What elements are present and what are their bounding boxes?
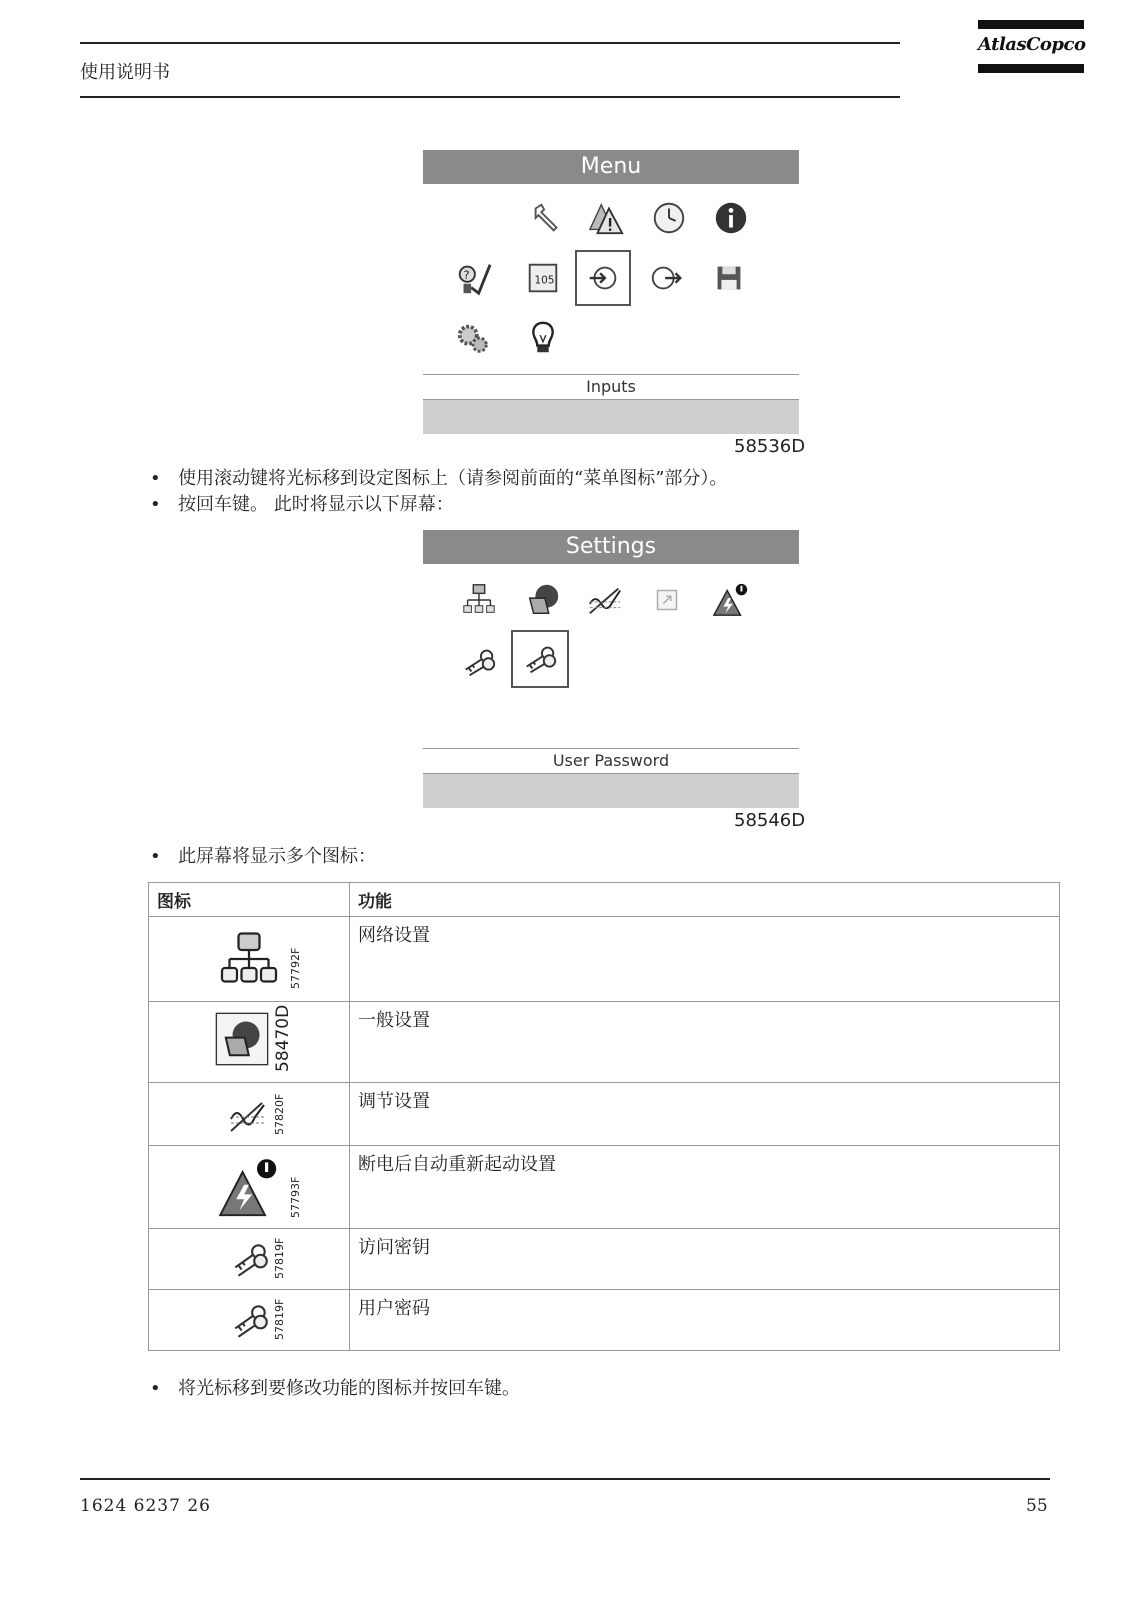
icon-code: 57819F <box>273 1237 286 1279</box>
menu-screen-footer-bar <box>423 400 799 434</box>
logo-text: AtlasCopco <box>978 34 1086 55</box>
svg-text:?: ? <box>463 267 470 282</box>
table-row <box>149 1146 1060 1229</box>
instruction-bullet-3: • 此屏幕将显示多个图标： <box>150 846 376 867</box>
save-icon <box>701 250 757 306</box>
header-rule-top <box>80 42 900 44</box>
menu-screen <box>423 150 799 438</box>
power-restart-icon <box>703 572 759 628</box>
page-number: 55 <box>1026 1496 1048 1516</box>
atlas-copco-logo <box>978 20 1084 76</box>
document-title: 使用说明书 <box>80 62 170 83</box>
table-header-row <box>149 883 1060 917</box>
document-number: 1624 6237 26 <box>80 1496 211 1516</box>
small-square-icon <box>639 572 695 628</box>
footer-rule <box>80 1478 1050 1480</box>
table-row <box>149 1002 1060 1083</box>
info-icon <box>703 190 759 246</box>
icon-function-table <box>148 882 1060 1351</box>
table-row <box>149 1229 1060 1290</box>
svg-text:105: 105 <box>534 274 555 287</box>
header-rule-bottom <box>80 96 900 98</box>
figure-code-1: 58536D <box>734 436 806 457</box>
icon-code: 57792F <box>289 947 302 989</box>
network-icon <box>219 929 279 989</box>
settings-screen-title: Settings <box>423 530 799 564</box>
table-cell-function: 访问密钥 <box>350 1229 1060 1290</box>
outputs-icon <box>639 250 695 306</box>
lightbulb-icon <box>515 310 571 366</box>
globe-folder-icon <box>515 572 571 628</box>
inputs-icon[interactable] <box>575 250 631 306</box>
settings-gear-icon <box>445 310 501 366</box>
icon-code: 57819F <box>273 1298 286 1340</box>
warning-icon <box>579 190 635 246</box>
icon-code: 57793F <box>289 1176 302 1218</box>
globe-folder-icon <box>215 1012 269 1066</box>
keys-icon <box>451 634 507 690</box>
service-check-icon <box>445 250 501 306</box>
wrench-icon <box>519 190 575 246</box>
power-restart-icon <box>217 1156 281 1220</box>
table-header-icon: 图标 <box>149 883 350 917</box>
table-cell-function: 调节设置 <box>350 1083 1060 1146</box>
regulation-icon <box>227 1095 269 1135</box>
keys-icon <box>229 1239 271 1281</box>
settings-screen-label: User Password <box>552 751 670 770</box>
instruction-bullet-2: • 按回车键。 此时将显示以下屏幕： <box>150 494 454 515</box>
menu-screen-label: Inputs <box>586 377 636 396</box>
instruction-bullet-4: • 将光标移到要修改功能的图标并按回车键。 <box>150 1378 520 1399</box>
table-cell-function: 用户密码 <box>350 1290 1060 1351</box>
settings-screen <box>423 530 799 812</box>
icon-code: 58470D <box>273 1004 293 1072</box>
table-row <box>149 1290 1060 1351</box>
settings-screen-footer-bar <box>423 774 799 808</box>
menu-screen-title: Menu <box>423 150 799 184</box>
table-cell-function: 断电后自动重新起动设置 <box>350 1146 1060 1229</box>
icon-code: 57820F <box>273 1093 286 1135</box>
network-icon <box>451 572 507 628</box>
table-cell-function: 一般设置 <box>350 1002 1060 1083</box>
table-row <box>149 1083 1060 1146</box>
keys-icon <box>229 1300 271 1342</box>
instruction-bullet-1: • 使用滚动键将光标移到设定图标上（请参阅前面的“菜单图标”部分）。 <box>150 468 728 489</box>
regulation-icon <box>577 572 633 628</box>
clock-icon <box>641 190 697 246</box>
keys-icon[interactable] <box>511 630 569 688</box>
table-header-function: 功能 <box>350 883 1060 917</box>
table-row <box>149 917 1060 1002</box>
figure-code-2: 58546D <box>734 810 806 831</box>
table-cell-function: 网络设置 <box>350 917 1060 1002</box>
counter-icon <box>515 250 571 306</box>
